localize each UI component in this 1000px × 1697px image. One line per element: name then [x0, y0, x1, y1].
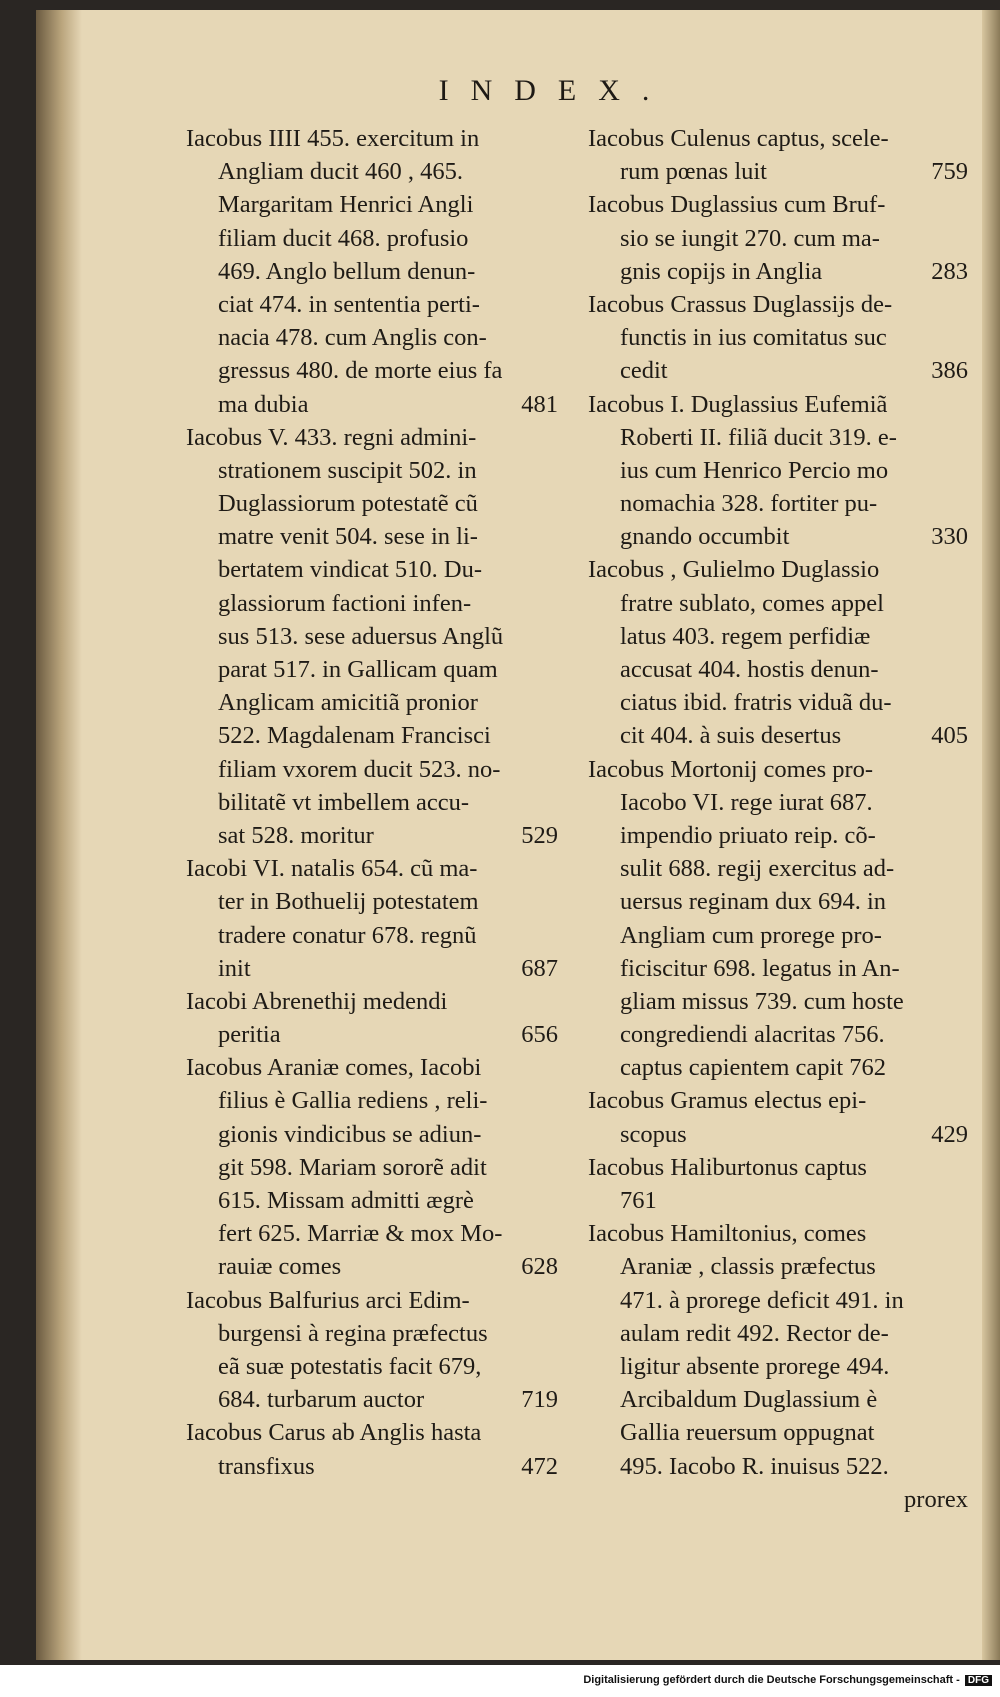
- page-reference: 656: [521, 1021, 558, 1049]
- index-line: [588, 1350, 968, 1383]
- index-line: [186, 1018, 558, 1051]
- index-line: [186, 1284, 558, 1317]
- index-entry-text: Roberti II. filiã ducit 319. e-: [620, 423, 897, 451]
- index-entry-text: Iacobus Mortonij comes pro-: [588, 755, 874, 783]
- index-line: [186, 122, 558, 155]
- index-entry-text: Arcibaldum Duglassium è: [620, 1386, 878, 1414]
- index-line: [186, 819, 558, 852]
- page-reference: 759: [931, 158, 968, 186]
- index-entry-text: strationem suscipit 502. in: [218, 456, 477, 484]
- index-entry-text: transfixus: [218, 1452, 315, 1480]
- index-entry-text: Iacobus Crassus Duglassijs de-: [588, 290, 893, 318]
- index-line: [588, 719, 968, 752]
- index-entry-text: scopus: [620, 1120, 687, 1148]
- index-line: [588, 819, 968, 852]
- index-line: [588, 1051, 968, 1084]
- index-line: [588, 1450, 968, 1483]
- index-line: [588, 288, 968, 321]
- index-line: [588, 885, 968, 918]
- index-entry-text: fratre sublato, comes appel: [620, 589, 884, 617]
- index-entry-text: tradere conatur 678. regnũ: [218, 921, 477, 949]
- index-entry-text: fert 625. Marriæ & mox Mo-: [218, 1220, 503, 1248]
- index-entry-text: accusat 404. hostis denun-: [620, 656, 879, 683]
- page-edge: [982, 10, 1000, 1660]
- index-line: [186, 1250, 558, 1283]
- index-entry-text: Iacobus IIII 455. exercitum in: [186, 125, 480, 152]
- index-entry-text: 471. à prorege deficit 491. in: [620, 1286, 904, 1314]
- index-line: [186, 587, 558, 620]
- index-line: [186, 719, 558, 752]
- page-reference: 330: [931, 523, 968, 551]
- index-entry-text: ciat 474. in sententia perti-: [218, 290, 480, 318]
- index-entry-text: cit 404. à suis desertus: [620, 722, 842, 750]
- index-line: [588, 1217, 968, 1250]
- index-line: [588, 1383, 968, 1416]
- index-line: [588, 620, 968, 653]
- index-entry-text: sulit 688. regij exercitus ad-: [620, 855, 895, 883]
- index-entry-text: sat 528. moritur: [218, 821, 374, 849]
- index-entry-text: 615. Missam admitti ægrè: [218, 1187, 474, 1214]
- index-line: [186, 553, 558, 586]
- index-entry-text: Iacobi Abrenethij medendi: [186, 987, 448, 1015]
- index-line: [186, 1450, 558, 1483]
- index-entry-text: gressus 480. de morte eius fa: [218, 357, 503, 385]
- index-line: [588, 686, 968, 719]
- index-line: [186, 321, 558, 354]
- index-line: [186, 1217, 558, 1250]
- index-line: [186, 1383, 558, 1416]
- index-line: [186, 1118, 558, 1151]
- index-line: [588, 122, 968, 155]
- index-line: [588, 587, 968, 620]
- index-line: [588, 553, 968, 586]
- index-column-left: [186, 122, 558, 1483]
- index-line: [186, 952, 558, 985]
- index-entry-text: latus 403. regem perfidiæ: [620, 622, 871, 650]
- index-entry-text: eã suæ potestatis facit 679,: [218, 1352, 482, 1380]
- index-line: [186, 388, 558, 421]
- index-line: [186, 222, 558, 255]
- index-entry-text: nacia 478. cum Anglis con-: [218, 324, 487, 352]
- index-column-right: [588, 122, 968, 1516]
- index-entry-text: functis in ius comitatus suc: [620, 324, 887, 352]
- index-line: [186, 653, 558, 686]
- index-line: [588, 1483, 968, 1516]
- index-line: [588, 653, 968, 686]
- index-entry-text: Iacobus Balfurius arci Edim-: [186, 1286, 470, 1314]
- index-line: [588, 421, 968, 454]
- index-line: [186, 885, 558, 918]
- page-reference: 283: [931, 257, 968, 285]
- index-line: [186, 155, 558, 188]
- index-line: [186, 1051, 558, 1084]
- index-line: [588, 188, 968, 221]
- index-line: [186, 255, 558, 288]
- index-entry-text: parat 517. in Gallicam quam: [218, 656, 498, 683]
- index-line: [186, 852, 558, 885]
- index-line: [186, 1184, 558, 1217]
- index-line: [186, 686, 558, 719]
- index-entry-text: Iacobus Haliburtonus captus: [588, 1153, 867, 1181]
- index-line: [588, 1416, 968, 1449]
- index-entry-text: burgensi à regina præfectus: [218, 1319, 488, 1347]
- index-line: [588, 1118, 968, 1151]
- index-line: [186, 288, 558, 321]
- page-reference: 687: [521, 954, 558, 982]
- index-line: [588, 1317, 968, 1350]
- index-entry-text: filiam vxorem ducit 523. no-: [218, 755, 501, 783]
- index-entry-text: sio se iungit 270. cum ma-: [620, 224, 880, 252]
- index-entry-text: Iacobus V. 433. regni admini-: [186, 423, 477, 451]
- index-entry-text: gliam missus 739. cum hoste: [620, 987, 904, 1015]
- index-entry-text: 761: [620, 1187, 657, 1214]
- index-entry-text: gnando occumbit: [620, 523, 790, 551]
- index-entry-text: Angliam cum prorege pro-: [620, 921, 882, 949]
- index-entry-text: Iacobus Carus ab Anglis hasta: [186, 1419, 482, 1447]
- page-reference: 386: [931, 357, 968, 385]
- index-line: [588, 222, 968, 255]
- index-entry-text: matre venit 504. sese in li-: [218, 523, 478, 551]
- index-entry-text: 495. Iacobo R. inuisus 522.: [620, 1452, 889, 1480]
- page-reference: 472: [521, 1452, 558, 1480]
- index-entry-text: 684. turbarum auctor: [218, 1386, 425, 1414]
- index-line: [588, 1284, 968, 1317]
- dfg-logo: DFG: [965, 1675, 992, 1686]
- index-line: [186, 1151, 558, 1184]
- index-entry-text: congrediendi alacritas 756.: [620, 1021, 885, 1049]
- index-line: [186, 421, 558, 454]
- index-line: [186, 1350, 558, 1383]
- index-entry-text: Iacobus Gramus electus epi-: [588, 1087, 867, 1115]
- index-entry-text: Iacobi VI. natalis 654. cũ ma-: [186, 855, 478, 883]
- index-entry-text: 469. Anglo bellum denun-: [218, 257, 476, 285]
- index-entry-text: rum pœnas luit: [620, 158, 767, 186]
- index-entry-text: Araniæ , classis præfectus: [620, 1253, 876, 1281]
- index-line: [588, 919, 968, 952]
- index-entry-text: bilitatẽ vt imbellem accu-: [218, 788, 470, 816]
- page-reference: 719: [521, 1386, 558, 1414]
- index-line: [186, 786, 558, 819]
- index-line: [186, 354, 558, 387]
- index-line: [186, 487, 558, 520]
- index-entry-text: ligitur absente prorege 494.: [620, 1352, 890, 1380]
- index-entry-text: captus capientem capit 762: [620, 1054, 886, 1082]
- page-gutter: [36, 10, 82, 1660]
- index-line: [588, 952, 968, 985]
- page-reference: 628: [521, 1253, 558, 1281]
- index-line: [588, 321, 968, 354]
- index-entry-text: Iacobus , Gulielmo Duglassio: [588, 556, 880, 584]
- index-line: [588, 520, 968, 553]
- index-entry-text: Iacobus Duglassius cum Bruf-: [588, 191, 886, 219]
- credit-text: Digitalisierung gefördert durch die Deutsche Forschungsgemeinschaft -: [583, 1674, 960, 1686]
- index-line: [186, 1084, 558, 1117]
- index-line: [186, 919, 558, 952]
- index-line: [588, 354, 968, 387]
- index-entry-text: impendio priuato reip. cõ-: [620, 821, 876, 849]
- index-entry-text: Angliam ducit 460 , 465.: [218, 158, 463, 186]
- index-entry-text: sus 513. sese aduersus Anglũ: [218, 622, 504, 650]
- index-line: [186, 985, 558, 1018]
- index-entry-text: filiam ducit 468. profusio: [218, 224, 469, 252]
- index-entry-text: aulam redit 492. Rector de-: [620, 1319, 889, 1347]
- index-line: [588, 753, 968, 786]
- index-entry-text: ius cum Henrico Percio mo: [620, 456, 889, 484]
- index-entry-text: Iacobus Culenus captus, scele-: [588, 125, 889, 152]
- index-line: [186, 620, 558, 653]
- index-entry-text: init: [218, 954, 251, 982]
- index-line: [186, 1317, 558, 1350]
- index-line: [186, 520, 558, 553]
- page-reference: 529: [521, 821, 558, 849]
- index-line: [588, 1184, 968, 1217]
- index-entry-text: uersus reginam dux 694. in: [620, 888, 887, 916]
- index-line: [588, 1250, 968, 1283]
- index-entry-text: ficiscitur 698. legatus in An-: [620, 954, 900, 982]
- index-line: [588, 985, 968, 1018]
- index-entry-text: ma dubia: [218, 390, 309, 418]
- index-line: [588, 155, 968, 188]
- index-entry-text: filius è Gallia rediens , reli-: [218, 1087, 488, 1115]
- index-entry-text: gionis vindicibus se adiun-: [218, 1120, 482, 1148]
- index-line: [588, 852, 968, 885]
- index-entry-text: Duglassiorum potestatẽ cũ: [218, 490, 478, 518]
- index-line: [186, 454, 558, 487]
- index-entry-text: 522. Magdalenam Francisci: [218, 722, 491, 750]
- index-entry-text: bertatem vindicat 510. Du-: [218, 556, 482, 584]
- index-entry-text: rauiæ comes: [218, 1253, 342, 1281]
- index-entry-text: ciatus ibid. fratris viduã du-: [620, 689, 892, 717]
- page-reference: 405: [931, 722, 968, 750]
- index-entry-text: Anglicam amicitiã pronior: [218, 689, 478, 717]
- running-header: INDEX.: [438, 74, 672, 107]
- index-line: [588, 1084, 968, 1117]
- index-entry-text: Gallia reuersum oppugnat: [620, 1419, 875, 1447]
- index-entry-text: Iacobo VI. rege iurat 687.: [620, 788, 873, 816]
- index-entry-text: glassiorum factioni infen-: [218, 589, 472, 617]
- index-entry-text: peritia: [218, 1021, 281, 1049]
- index-entry-text: Iacobus Hamiltonius, comes: [588, 1220, 867, 1248]
- index-entry-text: ter in Bothuelij potestatem: [218, 888, 479, 916]
- index-line: [588, 1151, 968, 1184]
- index-line: [588, 454, 968, 487]
- index-line: [186, 753, 558, 786]
- page-reference: 481: [521, 390, 558, 418]
- index-line: [588, 388, 968, 421]
- index-line: [186, 1416, 558, 1449]
- digitization-credit: [583, 1674, 992, 1686]
- index-line: [588, 487, 968, 520]
- index-line: [588, 786, 968, 819]
- index-entry-text: gnis copijs in Anglia: [620, 257, 823, 285]
- index-entry-text: Iacobus Araniæ comes, Iacobi: [186, 1054, 482, 1082]
- index-entry-text: prorex: [904, 1485, 968, 1513]
- index-line: [588, 1018, 968, 1051]
- index-entry-text: cedit: [620, 357, 668, 385]
- page-reference: 429: [931, 1120, 968, 1148]
- index-entry-text: git 598. Mariam sororẽ adit: [218, 1153, 487, 1181]
- index-entry-text: nomachia 328. fortiter pu-: [620, 490, 878, 518]
- index-line: [588, 255, 968, 288]
- index-line: [186, 188, 558, 221]
- index-entry-text: Margaritam Henrici Angli: [218, 191, 474, 219]
- index-entry-text: Iacobus I. Duglassius Eufemiã: [588, 390, 888, 418]
